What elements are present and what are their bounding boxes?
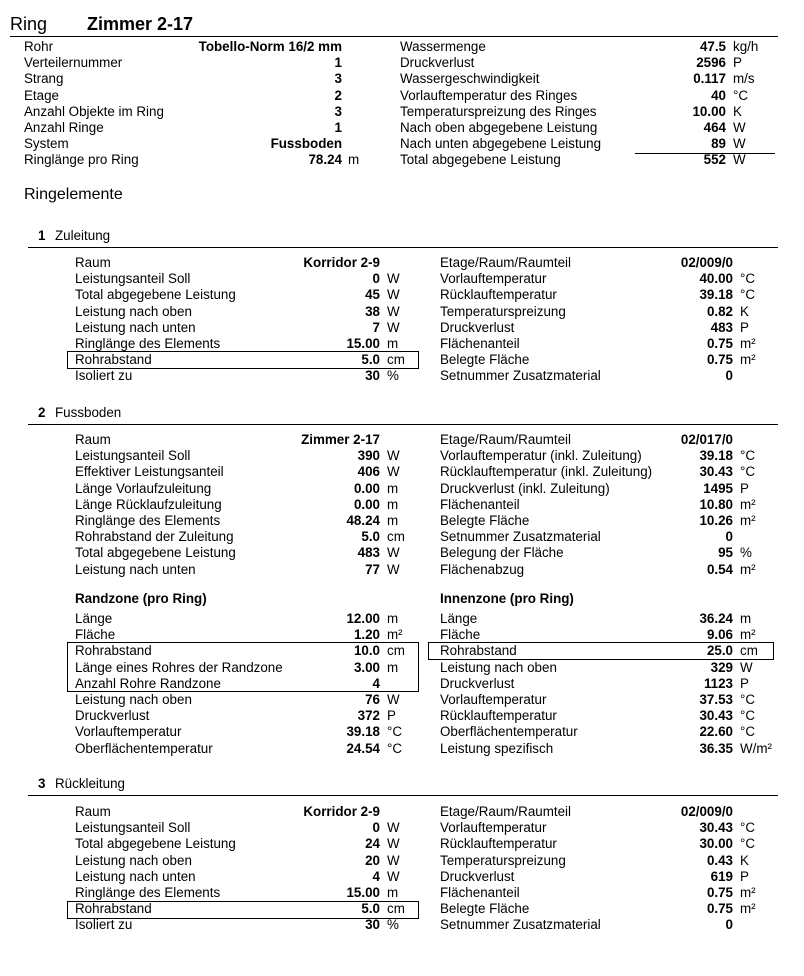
row-value: 24.54 — [346, 740, 380, 756]
row-label: Rohrabstand — [440, 643, 517, 659]
row-value: 77 — [365, 561, 380, 577]
row-value: 39.18 — [699, 448, 733, 464]
row-label: Raum — [75, 432, 111, 447]
row-unit: m — [387, 480, 399, 496]
row-unit: m² — [740, 335, 756, 351]
row-value: 22.60 — [699, 724, 733, 740]
row-unit: m — [387, 884, 399, 900]
row-label: Fläche — [75, 627, 116, 643]
row-label: Raum — [75, 255, 111, 270]
row-value: 02/017/0 — [680, 432, 733, 447]
row-label: Länge — [75, 611, 113, 626]
row-unit: W — [387, 303, 400, 319]
row-value: 406 — [357, 464, 380, 480]
row-unit: m² — [740, 884, 756, 900]
randzone-title: Randzone (pro Ring) — [75, 591, 207, 606]
row-value: 36.24 — [699, 611, 733, 626]
row-unit: m² — [740, 901, 756, 917]
row-label: Leistung nach unten — [75, 868, 196, 884]
row-unit: m² — [740, 496, 756, 512]
row-unit: % — [387, 368, 399, 384]
row-value: 30.00 — [699, 836, 733, 852]
header-divider — [10, 36, 778, 37]
row-value: 40.00 — [699, 271, 733, 287]
row-value: 0 — [725, 529, 733, 545]
row-value: Fussboden — [270, 136, 342, 152]
row-label: Länge eines Rohres der Randzone — [75, 659, 283, 675]
row-value: 0.117 — [693, 71, 726, 87]
row-label: Setnummer Zusatzmaterial — [440, 368, 601, 384]
row-label: Strang — [24, 71, 64, 87]
row-unit: °C — [387, 740, 403, 756]
row-unit: m — [387, 335, 399, 351]
row-value: 0.43 — [706, 852, 733, 868]
row-value: 38 — [365, 303, 380, 319]
row-unit: m/s — [733, 71, 755, 87]
row-label: Druckverlust — [440, 319, 515, 335]
innenzone-title: Innenzone (pro Ring) — [440, 591, 574, 606]
row-label: Rohrabstand — [75, 901, 152, 917]
row-value: 0.00 — [353, 496, 380, 512]
row-label: Ringlänge des Elements — [75, 884, 221, 900]
row-label: Vorlauftemperatur — [440, 271, 547, 287]
row-value: 483 — [710, 319, 733, 335]
row-label: Isoliert zu — [75, 917, 133, 933]
row-value: 619 — [710, 868, 733, 884]
row-value: 30.43 — [699, 820, 733, 836]
row-label: Leistung spezifisch — [440, 740, 554, 756]
row-value: 464 — [703, 119, 726, 135]
row-unit: cm — [387, 529, 405, 545]
row-unit: °C — [740, 691, 756, 707]
row-value: 1 — [334, 55, 342, 71]
row-value: Korridor 2-9 — [303, 255, 380, 270]
row-unit: P — [740, 675, 749, 691]
row-label: Ringlänge des Elements — [75, 335, 221, 351]
row-label: Druckverlust — [440, 675, 515, 691]
row-label: Leistung nach unten — [75, 319, 196, 335]
row-label: Anzahl Objekte im Ring — [24, 103, 164, 119]
row-value: Korridor 2-9 — [303, 804, 380, 819]
row-label: Länge Rücklaufzuleitung — [75, 496, 222, 512]
section2-number: 2 — [38, 405, 46, 420]
row-label: Total abgegebene Leistung — [75, 545, 236, 561]
row-label: Flächenanteil — [440, 884, 520, 900]
row-value: Tobello-Norm 16/2 mm — [198, 39, 342, 54]
row-value: 95 — [718, 545, 733, 561]
row-value: Zimmer 2-17 — [301, 432, 380, 447]
row-value: 3 — [334, 71, 342, 87]
row-value: 39.18 — [699, 287, 733, 303]
row-label: Anzahl Rohre Randzone — [75, 675, 221, 691]
row-unit: m² — [740, 561, 756, 577]
row-unit: W — [387, 287, 400, 303]
section2-title: Fussboden — [55, 405, 122, 420]
row-label: Vorlauftemperatur — [75, 724, 182, 740]
section1-number: 1 — [38, 228, 46, 243]
row-label: Flächenanteil — [440, 335, 520, 351]
row-unit: W — [387, 852, 400, 868]
section3-rohrabstand-box — [67, 901, 419, 919]
row-value: 2 — [334, 87, 342, 103]
row-label: Druckverlust (inkl. Zuleitung) — [440, 480, 610, 496]
section3-number: 3 — [38, 776, 46, 791]
row-value: 0.75 — [706, 335, 733, 351]
row-label: Leistungsanteil Soll — [75, 271, 191, 287]
row-unit: W — [740, 659, 753, 675]
row-unit: m — [387, 496, 399, 512]
row-unit: °C — [740, 448, 756, 464]
row-value: 329 — [710, 659, 733, 675]
row-unit: % — [387, 917, 399, 933]
row-unit: cm — [387, 901, 405, 917]
row-unit: m² — [387, 627, 403, 643]
row-value: 1.20 — [353, 627, 380, 643]
row-value: 1123 — [703, 675, 733, 691]
row-value: 3.00 — [353, 659, 380, 675]
row-label: Druckverlust — [75, 708, 150, 724]
row-label: Nach oben abgegebene Leistung — [400, 119, 598, 135]
row-unit: W — [733, 152, 746, 168]
randzone-box — [67, 642, 419, 692]
row-label: Ringlänge pro Ring — [24, 152, 139, 168]
row-unit: K — [740, 852, 749, 868]
row-value: 30 — [365, 368, 380, 384]
row-value: 10.26 — [699, 512, 733, 528]
row-value: 2596 — [696, 55, 726, 71]
row-label: Länge Vorlaufzuleitung — [75, 480, 212, 496]
row-unit: °C — [740, 708, 756, 724]
row-label: Belegung der Fläche — [440, 545, 564, 561]
row-unit: cm — [387, 643, 405, 659]
row-label: Belegte Fläche — [440, 352, 530, 368]
row-unit: m — [348, 152, 360, 168]
row-unit: P — [733, 55, 742, 71]
row-value: 0.75 — [706, 884, 733, 900]
row-label: Etage/Raum/Raumteil — [440, 432, 571, 447]
row-label: Vorlauftemperatur — [440, 820, 547, 836]
row-unit: °C — [740, 464, 756, 480]
row-value: 0 — [725, 368, 733, 384]
section1-rohrabstand-box — [67, 351, 419, 369]
row-label: Temperaturspreizung — [440, 303, 566, 319]
row-value: 45 — [365, 287, 380, 303]
section3-title: Rückleitung — [55, 776, 125, 791]
row-value: 76 — [365, 691, 380, 707]
row-value: 390 — [357, 448, 380, 464]
row-value: 5.0 — [361, 352, 380, 368]
total-underline — [635, 153, 775, 154]
row-label: Etage — [24, 87, 59, 103]
row-value: 24 — [365, 836, 380, 852]
section1-title: Zuleitung — [55, 228, 111, 243]
row-value: 39.18 — [346, 724, 380, 740]
innenzone-rohrabstand-box — [428, 642, 774, 660]
row-unit: cm — [387, 352, 405, 368]
row-unit: W — [387, 545, 400, 561]
row-label: Verteilernummer — [24, 55, 123, 71]
row-label: Total abgegebene Leistung — [75, 836, 236, 852]
row-label: Vorlauftemperatur (inkl. Zuleitung) — [440, 448, 642, 464]
room-title: Zimmer 2-17 — [87, 14, 194, 34]
row-value: 3 — [334, 103, 342, 119]
row-unit: °C — [740, 271, 756, 287]
row-unit: W — [387, 464, 400, 480]
row-value: 0 — [372, 820, 380, 836]
row-label: Wassermenge — [400, 39, 486, 54]
row-unit: m — [740, 611, 752, 626]
row-label: Oberflächentemperatur — [440, 724, 578, 740]
row-label: Belegte Fläche — [440, 901, 530, 917]
row-value: 10.80 — [699, 496, 733, 512]
row-unit: W — [733, 136, 746, 152]
row-label: Belegte Fläche — [440, 512, 530, 528]
row-value: 20 — [365, 852, 380, 868]
row-label: Rücklauftemperatur — [440, 287, 557, 303]
row-value: 0 — [725, 917, 733, 933]
row-unit: °C — [740, 287, 756, 303]
row-label: Leistung nach oben — [440, 659, 557, 675]
row-label: Etage/Raum/Raumteil — [440, 255, 571, 270]
row-label: System — [24, 136, 69, 152]
row-unit: °C — [733, 87, 749, 103]
row-value: 02/009/0 — [680, 804, 733, 819]
row-label: Druckverlust — [440, 868, 515, 884]
row-label: Raum — [75, 804, 111, 819]
row-value: 483 — [357, 545, 380, 561]
row-unit: m — [387, 611, 399, 626]
row-label: Druckverlust — [400, 55, 475, 71]
row-value: 0.82 — [706, 303, 733, 319]
section1-divider — [28, 247, 778, 248]
row-value: 5.0 — [361, 529, 380, 545]
row-label: Leistung nach oben — [75, 303, 192, 319]
row-value: 37.53 — [699, 691, 733, 707]
row-label: Leistung nach unten — [75, 561, 196, 577]
row-label: Rücklauftemperatur — [440, 836, 557, 852]
row-unit: m² — [740, 627, 756, 643]
row-label: Flächenabzug — [440, 561, 525, 577]
row-unit: P — [740, 480, 749, 496]
row-value: 0 — [372, 271, 380, 287]
row-value: 89 — [711, 136, 726, 152]
row-value: 10.0 — [353, 643, 380, 659]
row-label: Isoliert zu — [75, 368, 133, 384]
row-value: 552 — [703, 152, 726, 168]
row-unit: m — [387, 659, 399, 675]
row-unit: % — [740, 545, 752, 561]
row-label: Oberflächentemperatur — [75, 740, 213, 756]
row-label: Setnummer Zusatzmaterial — [440, 917, 601, 933]
row-value: 0.75 — [706, 901, 733, 917]
row-unit: W — [387, 271, 400, 287]
ring-label: Ring — [10, 14, 48, 34]
row-label: Flächenanteil — [440, 496, 520, 512]
row-unit: W — [387, 691, 400, 707]
row-value: 30 — [365, 917, 380, 933]
row-unit: W — [733, 119, 746, 135]
row-unit: W — [387, 561, 400, 577]
row-label: Leistungsanteil Soll — [75, 448, 191, 464]
row-value: 02/009/0 — [680, 255, 733, 270]
row-value: 10.00 — [692, 103, 726, 119]
row-label: Ringlänge des Elements — [75, 512, 221, 528]
row-unit: P — [387, 708, 396, 724]
row-unit: W — [387, 836, 400, 852]
row-unit: W — [387, 820, 400, 836]
row-unit: W — [387, 868, 400, 884]
row-unit: W/m² — [740, 740, 772, 756]
row-label: Nach unten abgegebene Leistung — [400, 136, 602, 152]
row-unit: W — [387, 319, 400, 335]
row-value: 0.75 — [706, 352, 733, 368]
row-value: 4 — [372, 675, 380, 691]
row-value: 12.00 — [346, 611, 380, 626]
row-unit: W — [387, 448, 400, 464]
row-label: Vorlauftemperatur des Ringes — [400, 87, 578, 103]
row-label: Total abgegebene Leistung — [400, 152, 561, 168]
row-label: Effektiver Leistungsanteil — [75, 464, 224, 480]
row-value: 1495 — [703, 480, 733, 496]
row-unit: P — [740, 868, 749, 884]
row-label: Etage/Raum/Raumteil — [440, 804, 571, 819]
row-value: 7 — [372, 319, 380, 335]
row-value: 15.00 — [346, 335, 380, 351]
row-value: 0.54 — [706, 561, 733, 577]
row-label: Leistung nach oben — [75, 691, 192, 707]
row-label: Temperaturspreizung — [440, 852, 566, 868]
row-label: Leistung nach oben — [75, 852, 192, 868]
row-unit: °C — [740, 724, 756, 740]
row-label: Setnummer Zusatzmaterial — [440, 529, 601, 545]
row-value: 5.0 — [361, 901, 380, 917]
row-label: Wassergeschwindigkeit — [400, 71, 540, 87]
row-unit: m² — [740, 352, 756, 368]
row-value: 40 — [711, 87, 726, 103]
row-unit: m — [387, 512, 399, 528]
row-value: 78.24 — [308, 152, 342, 168]
row-label: Länge — [440, 611, 478, 626]
row-unit: cm — [740, 643, 758, 659]
row-value: 47.5 — [699, 39, 726, 54]
row-unit: K — [740, 303, 749, 319]
ringelemente-title: Ringelemente — [24, 186, 123, 203]
row-unit: K — [733, 103, 742, 119]
row-value: 48.24 — [346, 512, 380, 528]
row-unit: P — [740, 319, 749, 335]
row-value: 25.0 — [706, 643, 733, 659]
row-value: 1 — [334, 119, 342, 135]
row-label: Vorlauftemperatur — [440, 691, 547, 707]
section3-divider — [28, 795, 778, 796]
row-unit: kg/h — [733, 39, 759, 54]
row-value: 36.35 — [699, 740, 733, 756]
row-unit: °C — [740, 836, 756, 852]
row-label: Temperaturspreizung des Ringes — [400, 103, 597, 119]
row-value: 9.06 — [706, 627, 733, 643]
row-label: Rücklauftemperatur — [440, 708, 557, 724]
row-label: Rohr — [24, 39, 54, 54]
row-unit: m² — [740, 512, 756, 528]
row-value: 30.43 — [699, 708, 733, 724]
row-value: 4 — [372, 868, 380, 884]
row-label: Rohrabstand der Zuleitung — [75, 529, 234, 545]
row-label: Fläche — [440, 627, 481, 643]
row-unit: °C — [387, 724, 403, 740]
row-label: Rücklauftemperatur (inkl. Zuleitung) — [440, 464, 653, 480]
row-value: 372 — [357, 708, 380, 724]
row-value: 0.00 — [353, 480, 380, 496]
row-value: 30.43 — [699, 464, 733, 480]
row-label: Leistungsanteil Soll — [75, 820, 191, 836]
row-value: 15.00 — [346, 884, 380, 900]
row-label: Anzahl Ringe — [24, 119, 104, 135]
row-unit: °C — [740, 820, 756, 836]
row-label: Rohrabstand — [75, 643, 152, 659]
section2-divider — [28, 424, 778, 425]
row-label: Rohrabstand — [75, 352, 152, 368]
row-label: Total abgegebene Leistung — [75, 287, 236, 303]
